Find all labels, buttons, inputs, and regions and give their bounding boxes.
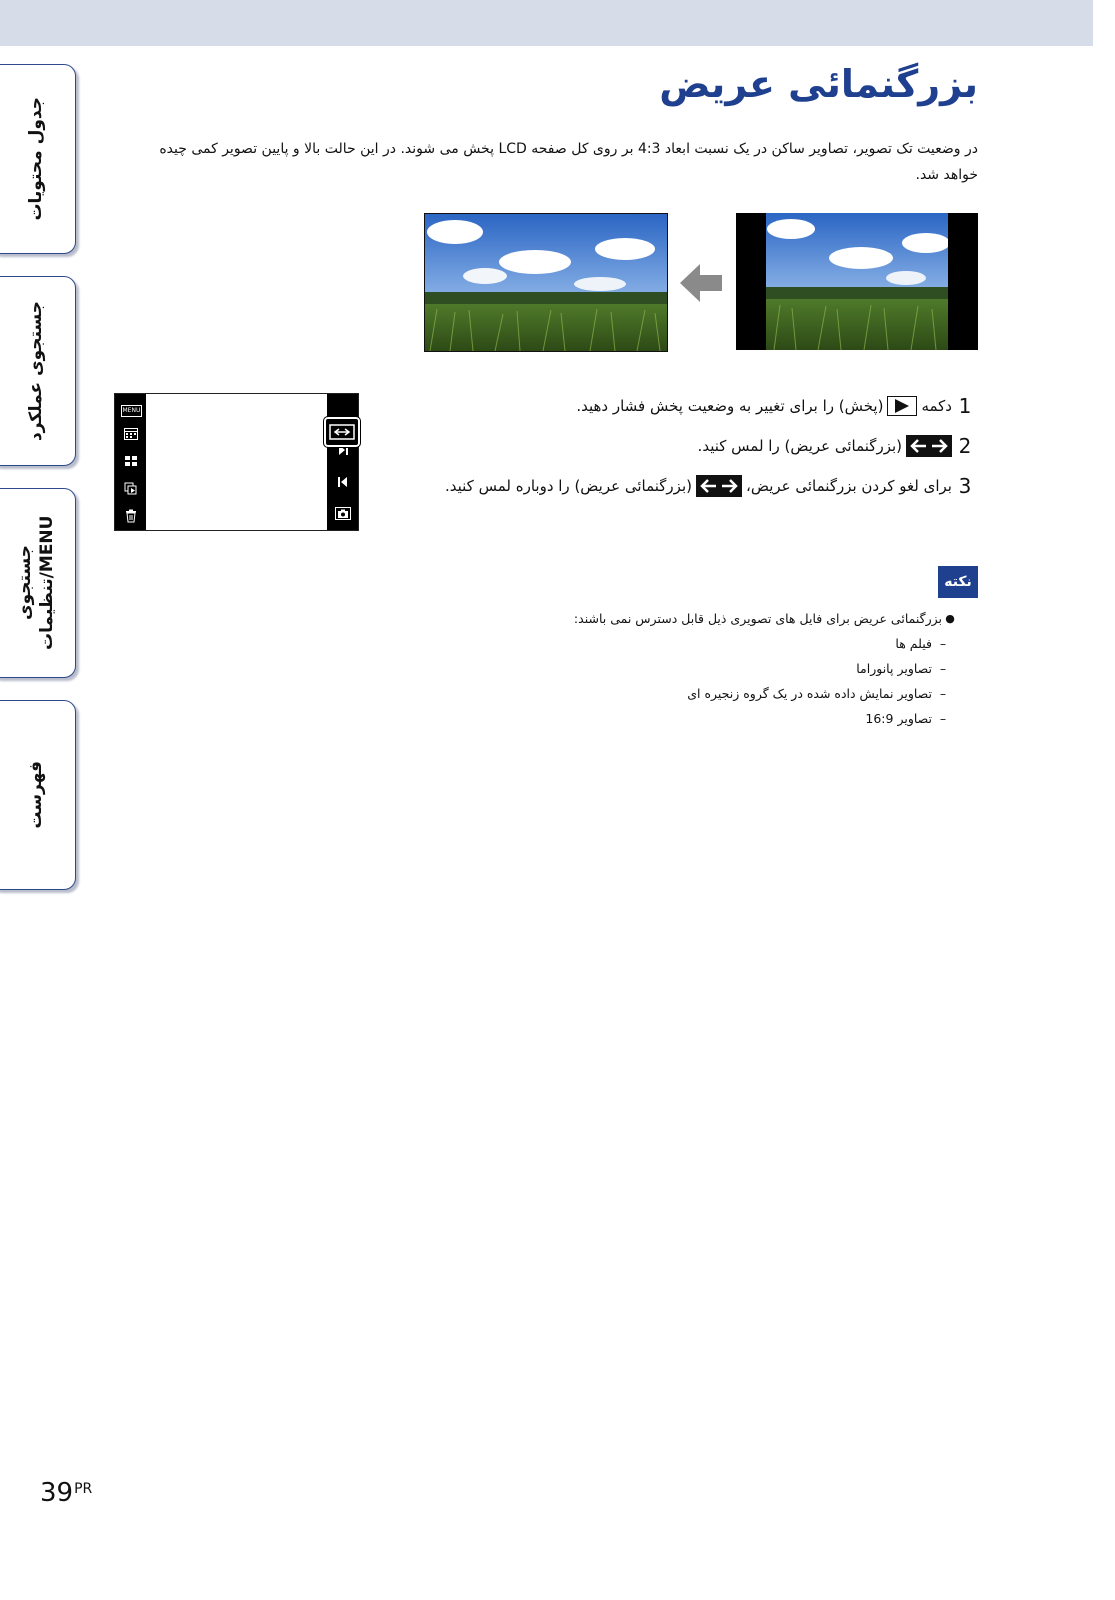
step-text: (پخش) را برای تغییر به وضعیت پخش فشار دهید. xyxy=(576,397,884,415)
steps-list xyxy=(418,386,978,506)
note-item-text: فیلم ها xyxy=(895,636,932,651)
list-item: – فیلم ها xyxy=(895,636,947,651)
menu-icon: MENU xyxy=(121,401,141,415)
list-item: – تصاویر 16:9 xyxy=(865,711,947,726)
page-number-value: 39 xyxy=(40,1478,74,1508)
arrow-left-icon xyxy=(680,264,722,302)
tab-label: فهرست xyxy=(26,761,46,829)
tab-menu-settings-search[interactable] xyxy=(0,488,76,678)
list-item: – تصاویر نمایش داده شده در یک گروه زنجیره ای xyxy=(687,686,947,701)
step-1 xyxy=(418,386,978,426)
note-item-text: تصاویر 16:9 xyxy=(865,711,932,726)
camera-left-toolbar xyxy=(115,394,146,530)
camera-icon xyxy=(333,507,353,521)
note-item-text: تصاویر پانوراما xyxy=(856,661,932,676)
note-text: بزرگنمائی عریض برای فایل های تصویری ذیل قابل دسترس نمی باشند: xyxy=(573,611,942,626)
step-3 xyxy=(418,466,978,506)
tab-label: جدول محتویات xyxy=(26,97,46,221)
wide-zoom-icon xyxy=(324,417,360,447)
step-text: برای لغو کردن بزرگنمائی عریض، xyxy=(745,477,952,495)
camera-right-toolbar xyxy=(327,394,358,530)
photo-original xyxy=(736,213,978,350)
step-text: (بزرگنمائی عریض) را دوباره لمس کنید. xyxy=(444,477,692,495)
page-number xyxy=(40,1478,92,1508)
note-badge: نکته xyxy=(938,566,978,598)
page-number-suffix: PR xyxy=(74,1481,93,1497)
play-button-icon xyxy=(887,396,917,416)
step-number: 1 xyxy=(958,394,972,418)
index-icon xyxy=(121,455,141,469)
tab-table-of-contents[interactable] xyxy=(0,64,76,254)
list-item: – تصاویر پانوراما xyxy=(856,661,947,676)
photo-wide-zoom xyxy=(424,213,668,352)
tab-label: جستجوی تنظیمات/MENU xyxy=(15,515,57,651)
page-title: بزرگنمائی عریض xyxy=(659,62,978,106)
tab-function-search[interactable] xyxy=(0,276,76,466)
bullet-icon: ● xyxy=(945,612,955,625)
step-text: دکمه xyxy=(921,397,952,415)
note-bullet xyxy=(398,606,958,631)
previous-icon xyxy=(333,476,353,490)
wide-zoom-button-icon xyxy=(906,435,952,457)
intro-paragraph: در وضعیت تک تصویر، تصاویر ساکن در یک نسبت ابعاد 4:3 بر روی کل صفحه LCD پخش می شوند. در این حالت بالا و پایین تصویر کمی چیده خواهد شد. xyxy=(159,141,978,183)
step-text: (بزرگنمائی عریض) را لمس کنید. xyxy=(697,437,902,455)
note-item-text: تصاویر نمایش داده شده در یک گروه زنجیره ای xyxy=(687,686,932,701)
trash-icon xyxy=(121,509,141,523)
tab-index[interactable] xyxy=(0,700,76,890)
note-section xyxy=(398,606,958,731)
step-number: 3 xyxy=(958,474,972,498)
wide-zoom-button-icon xyxy=(696,475,742,497)
calendar-icon xyxy=(121,428,141,442)
step-number: 2 xyxy=(958,434,972,458)
slideshow-icon xyxy=(121,482,141,496)
step-2 xyxy=(418,426,978,466)
tab-label: جستجوی عملکرد xyxy=(26,300,46,442)
camera-screen-illustration xyxy=(114,393,359,531)
top-band xyxy=(0,0,1093,46)
